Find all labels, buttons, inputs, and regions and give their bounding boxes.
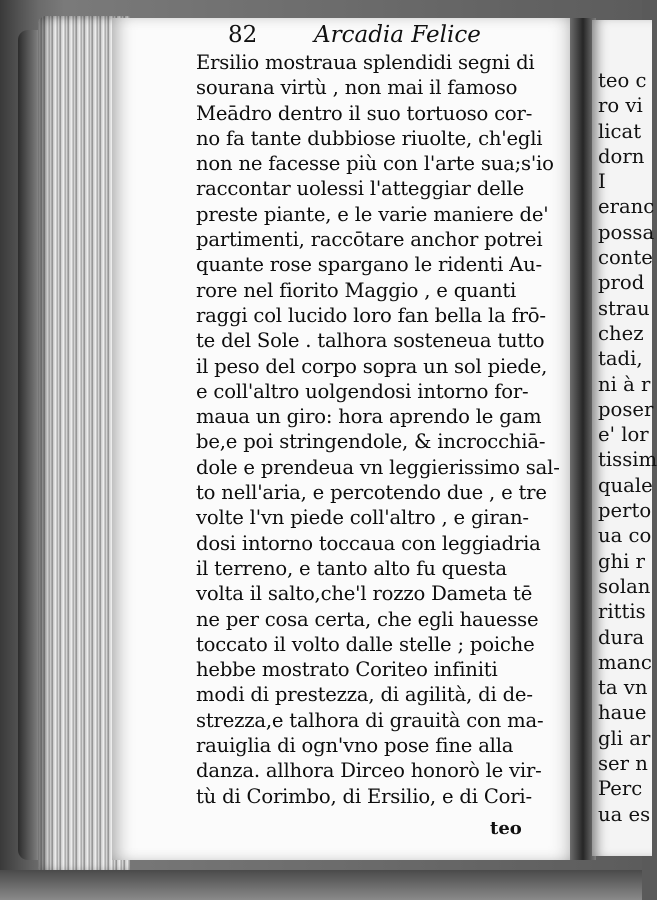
facing-text-line: tissim (598, 448, 657, 472)
running-title: Arcadia Felice (314, 22, 481, 48)
facing-text-line: ua es (598, 802, 651, 826)
facing-text-line: e' lor (598, 423, 649, 447)
facing-text-line: manc (598, 650, 652, 674)
text-line: preste piante, e le varie maniere de' (196, 202, 549, 226)
facing-text-line: rittis (598, 600, 646, 624)
text-line: non ne facesse più con l'arte sua;s'io (196, 152, 554, 176)
facing-text-line: conte (598, 246, 653, 270)
running-head (228, 22, 558, 52)
facing-page (592, 20, 657, 856)
text-line: volta il salto,che'l rozzo Dameta tē (196, 582, 533, 606)
facing-text-line: ser n (598, 752, 648, 776)
text-line: modi di prestezza, di agilità, di de- (196, 683, 533, 707)
text-line: il peso del corpo sopra un sol piede, (196, 354, 548, 378)
catchword: teo (490, 818, 522, 839)
text-line: tù di Corimbo, di Ersilio, e di Cori- (196, 784, 532, 808)
facing-text-line: dorn (598, 144, 645, 168)
text-line: hebbe mostrato Coriteo infiniti (196, 658, 498, 682)
text-line: no fa tante dubbiose riuolte, ch'egli (196, 126, 543, 150)
text-line: ne per cosa certa, che egli hauesse (196, 607, 539, 631)
facing-text-line: Perc (598, 777, 643, 801)
text-line: maua un giro: hora aprendo le gam (196, 405, 542, 429)
text-line: toccato il volto dalle stelle ; poiche (196, 632, 535, 656)
text-line: partimenti, raccōtare anchor potrei (196, 228, 543, 252)
facing-text-line: chez (598, 321, 644, 345)
facing-text-line: gli ar (598, 726, 651, 750)
text-line: dosi intorno toccaua con leggiadria (196, 531, 541, 555)
facing-text-line: licat (598, 119, 642, 143)
text-line: sourana virtù , non mai il famoso (196, 76, 518, 100)
facing-text-line: ua co (598, 524, 652, 548)
text-line: raccontar uolessi l'atteggiar delle (196, 177, 525, 201)
facing-text-line: tadi, (598, 347, 643, 371)
facing-text-line: ghi r (598, 549, 646, 573)
text-line: to nell'aria, e percotendo due , e tre (196, 481, 547, 505)
facing-text-line: prod (598, 271, 645, 295)
text-line: rore nel fiorito Maggio , e quanti (196, 278, 517, 302)
text-line: quante rose spargano le ridenti Au- (196, 253, 542, 277)
facing-text-line: quale (598, 473, 653, 497)
text-line: il terreno, e tanto alto fu questa (196, 556, 507, 580)
facing-text-line: solan (598, 574, 651, 598)
text-line: dole e prendeua vn leggierissimo sal- (196, 455, 560, 479)
facing-text-line: ta vn (598, 676, 648, 700)
page-number: 82 (228, 22, 258, 48)
text-line: be,e poi stringendole, & incrocchiā- (196, 430, 546, 454)
text-line: Meādro dentro il suo tortuoso cor- (196, 101, 533, 125)
text-line: strezza,e talhora di grauità con ma- (196, 708, 544, 732)
text-line: danza. allhora Dirceo honorò le vir- (196, 759, 542, 783)
facing-page-text (592, 68, 657, 827)
facing-text-line: haue (598, 701, 647, 725)
body-text (196, 50, 574, 809)
facing-text-line: ro vi (598, 94, 643, 118)
facing-text-line: possa (598, 220, 655, 244)
facing-text-line: poser (598, 397, 654, 421)
text-line: e coll'altro uolgendosi intorno for- (196, 379, 529, 403)
facing-text-line: perto (598, 499, 652, 523)
facing-text-line: dura (598, 625, 645, 649)
text-line: te del Sole . talhora sosteneua tutto (196, 329, 545, 353)
left-page (112, 18, 580, 860)
text-line: Ersilio mostraua splendidi segni di (196, 51, 535, 74)
scan-bottom-edge (0, 870, 642, 900)
facing-text-line: strau (598, 296, 650, 320)
facing-text-line: I (598, 170, 606, 194)
facing-text-line: ni à r (598, 372, 651, 396)
facing-text-line: eranc (598, 195, 655, 219)
text-line: volte l'vn piede coll'altro , e giran- (196, 506, 529, 530)
text-line: rauiglia di ogn'vno pose fine alla (196, 734, 514, 758)
facing-text-line: teo c (598, 69, 647, 92)
text-line: raggi col lucido loro fan bella la frō- (196, 303, 546, 327)
